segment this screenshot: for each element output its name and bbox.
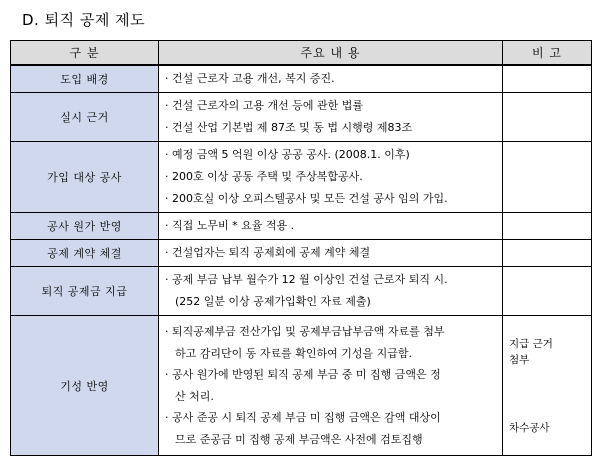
note-line: 첨부 — [509, 354, 530, 366]
table-row — [11, 93, 592, 142]
table-row — [11, 316, 592, 456]
content-line: 므로 준공금 미 집행 공제 부금액은 사전에 검토집행 — [175, 432, 423, 446]
content-line: (252 일분 이상 공제가입확인 자료 제출) — [175, 295, 371, 308]
content-line: · 건설 산업 기본법 제 87조 및 동 법 시행령 제83조 — [165, 121, 413, 134]
row-note — [503, 93, 592, 142]
row-content — [159, 142, 503, 213]
table-row — [11, 213, 592, 240]
content-line: · 건설 근로자의 고용 개선 등에 관한 법률 — [165, 99, 363, 112]
content-line: · 공제 부금 납부 월수가 12 월 이상인 건설 근로자 퇴직 시. — [165, 273, 448, 286]
content-line: 하고 감리단이 동 자료를 확인하여 기성을 지급함. — [175, 346, 412, 360]
table-row — [11, 267, 592, 316]
content-line: · 건설업자는 퇴직 공제회에 공제 계약 체결 — [165, 246, 371, 259]
row-note — [503, 316, 592, 456]
note-line: 지급 근거 — [509, 338, 553, 350]
content-line: · 직접 노무비 * 요율 적용 . — [165, 219, 295, 232]
row-category: 가입 대상 공사 — [11, 142, 159, 213]
content-line: · 예정 금액 5 억원 이상 공공 공사. (2008.1. 이후) — [165, 148, 410, 161]
retirement-deduction-table — [10, 40, 592, 456]
content-line: 산 처리. — [175, 389, 214, 403]
row-note — [503, 213, 592, 240]
row-category: 실시 근거 — [11, 93, 159, 142]
section-title: D. 퇴직 공제 제도 — [22, 11, 146, 29]
row-content — [159, 267, 503, 316]
note-line: 차수공사 — [509, 422, 550, 434]
header-note: 비 고 — [503, 41, 592, 66]
row-content — [159, 65, 503, 93]
row-category: 기성 반영 — [11, 316, 159, 456]
row-note — [503, 142, 592, 213]
row-category: 도입 배경 — [11, 65, 159, 93]
header-category: 구 분 — [11, 41, 159, 66]
row-category: 공사 원가 반영 — [11, 213, 159, 240]
content-line: · 공사 원가에 반영된 퇴직 공제 부금 중 미 집행 금액은 정 — [165, 368, 441, 381]
header-content: 주요 내 용 — [159, 41, 503, 66]
table-row — [11, 65, 592, 93]
row-category: 퇴직 공제금 지급 — [11, 267, 159, 316]
content-line: · 건설 근로자 고용 개선, 복지 증진. — [165, 72, 335, 85]
row-content — [159, 240, 503, 267]
content-line: · 공사 준공 시 퇴직 공제 부금 미 집행 금액은 감액 대상이 — [165, 411, 441, 424]
header-row — [11, 41, 592, 66]
row-note — [503, 267, 592, 316]
content-line: · 200호 이상 공동 주택 및 주상복합공사. — [165, 170, 363, 183]
row-category: 공제 계약 체결 — [11, 240, 159, 267]
row-note — [503, 240, 592, 267]
content-line: · 200호실 이상 오피스텔공사 및 모든 건설 공사 임의 가입. — [165, 192, 448, 205]
row-content — [159, 93, 503, 142]
row-note — [503, 65, 592, 93]
content-line: · 퇴직공제부금 전산가입 및 공제부금납부금액 자료를 첨부 — [165, 325, 445, 338]
row-content — [159, 213, 503, 240]
row-content — [159, 316, 503, 456]
table-row — [11, 240, 592, 267]
table-row — [11, 142, 592, 213]
